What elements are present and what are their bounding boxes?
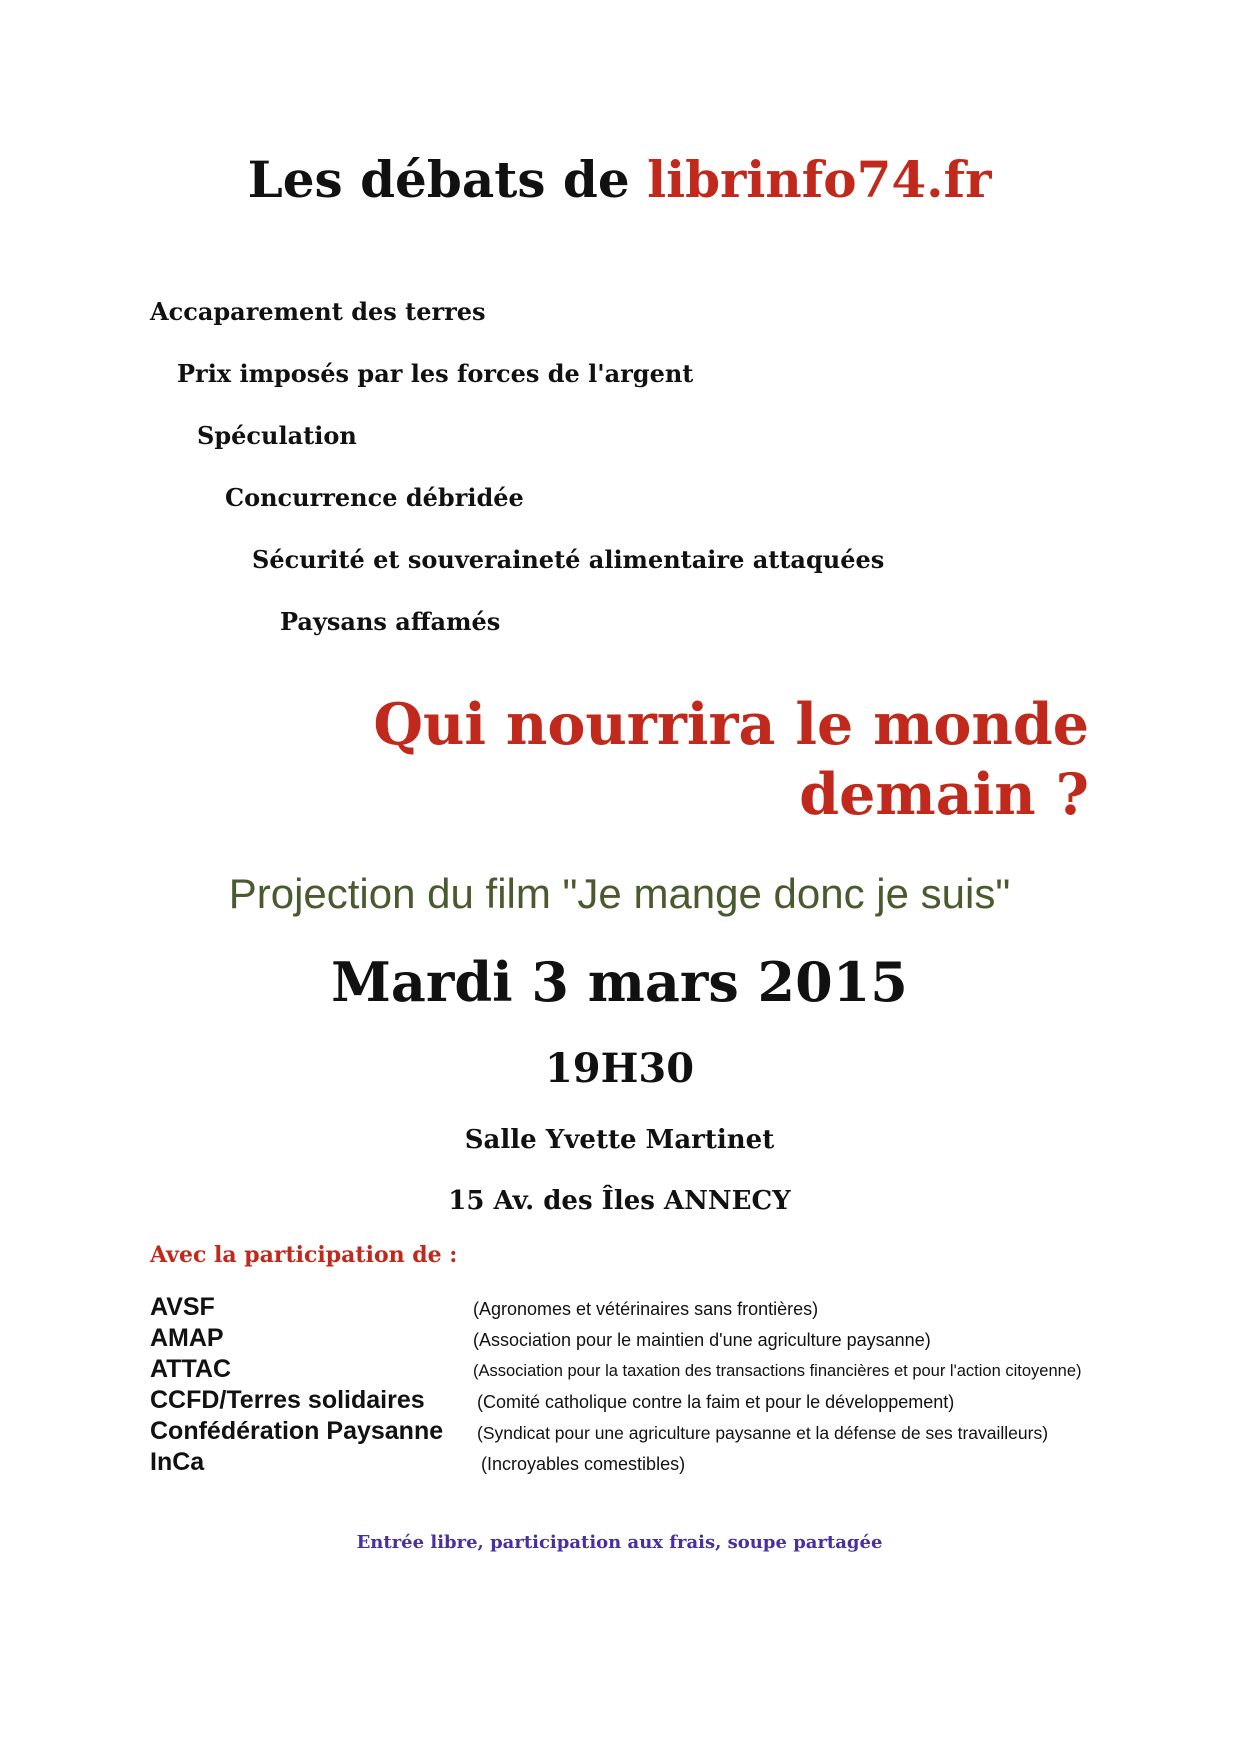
topic-item: Accaparement des terres <box>150 297 486 326</box>
organization-description: (Comité catholique contre la faim et pour le développement) <box>477 1392 955 1412</box>
footer-note: Entrée libre, participation aux frais, soupe partagée <box>356 1532 883 1553</box>
organization-row <box>150 1324 1100 1355</box>
title-prefix: Les débats de <box>247 150 630 209</box>
topic-item: Spéculation <box>197 421 357 450</box>
organization-row <box>150 1355 1100 1386</box>
organization-name: Confédération Paysanne <box>150 1417 444 1445</box>
organization-row <box>150 1448 1100 1479</box>
topic-item: Sécurité et souveraineté alimentaire attaquées <box>252 545 885 574</box>
headline-line-2: demain ? <box>799 761 1089 828</box>
organization-row <box>150 1293 1100 1324</box>
title-brand: librinfo74.fr <box>647 150 992 209</box>
event-address: 15 Av. des Îles ANNECY <box>448 1186 791 1216</box>
event-date: Mardi 3 mars 2015 <box>331 950 908 1014</box>
organization-description: (Agronomes et vétérinaires sans frontières) <box>473 1299 819 1319</box>
headline <box>189 690 1089 830</box>
organization-name: InCa <box>150 1448 205 1476</box>
film-projection: Projection du film "Je mange donc je suis" <box>228 870 1011 917</box>
organization-name: AVSF <box>150 1293 215 1321</box>
organization-description: (Association pour le maintien d'une agriculture paysanne) <box>473 1330 931 1350</box>
organization-row <box>150 1417 1100 1448</box>
organization-row <box>150 1386 1100 1417</box>
organization-description: (Syndicat pour une agriculture paysanne et la défense de ses travailleurs) <box>477 1423 1049 1443</box>
organization-name: ATTAC <box>150 1355 231 1383</box>
event-venue: Salle Yvette Martinet <box>464 1125 775 1155</box>
topic-item: Concurrence débridée <box>225 483 524 512</box>
organization-description: (Association pour la taxation des transactions financières et pour l'action citoyenne) <box>473 1362 1082 1380</box>
organization-name: CCFD/Terres solidaires <box>150 1386 425 1414</box>
organizations-list <box>150 1293 1100 1479</box>
topic-item: Paysans affamés <box>280 607 501 636</box>
organization-name: AMAP <box>150 1324 224 1352</box>
topic-item: Prix imposés par les forces de l'argent <box>177 359 694 388</box>
organization-description: (Incroyables comestibles) <box>481 1454 686 1474</box>
headline-line-1: Qui nourrira le monde <box>373 691 1089 758</box>
poster-title <box>0 150 1239 209</box>
event-time: 19H30 <box>544 1045 695 1092</box>
participation-label: Avec la participation de : <box>150 1242 458 1268</box>
